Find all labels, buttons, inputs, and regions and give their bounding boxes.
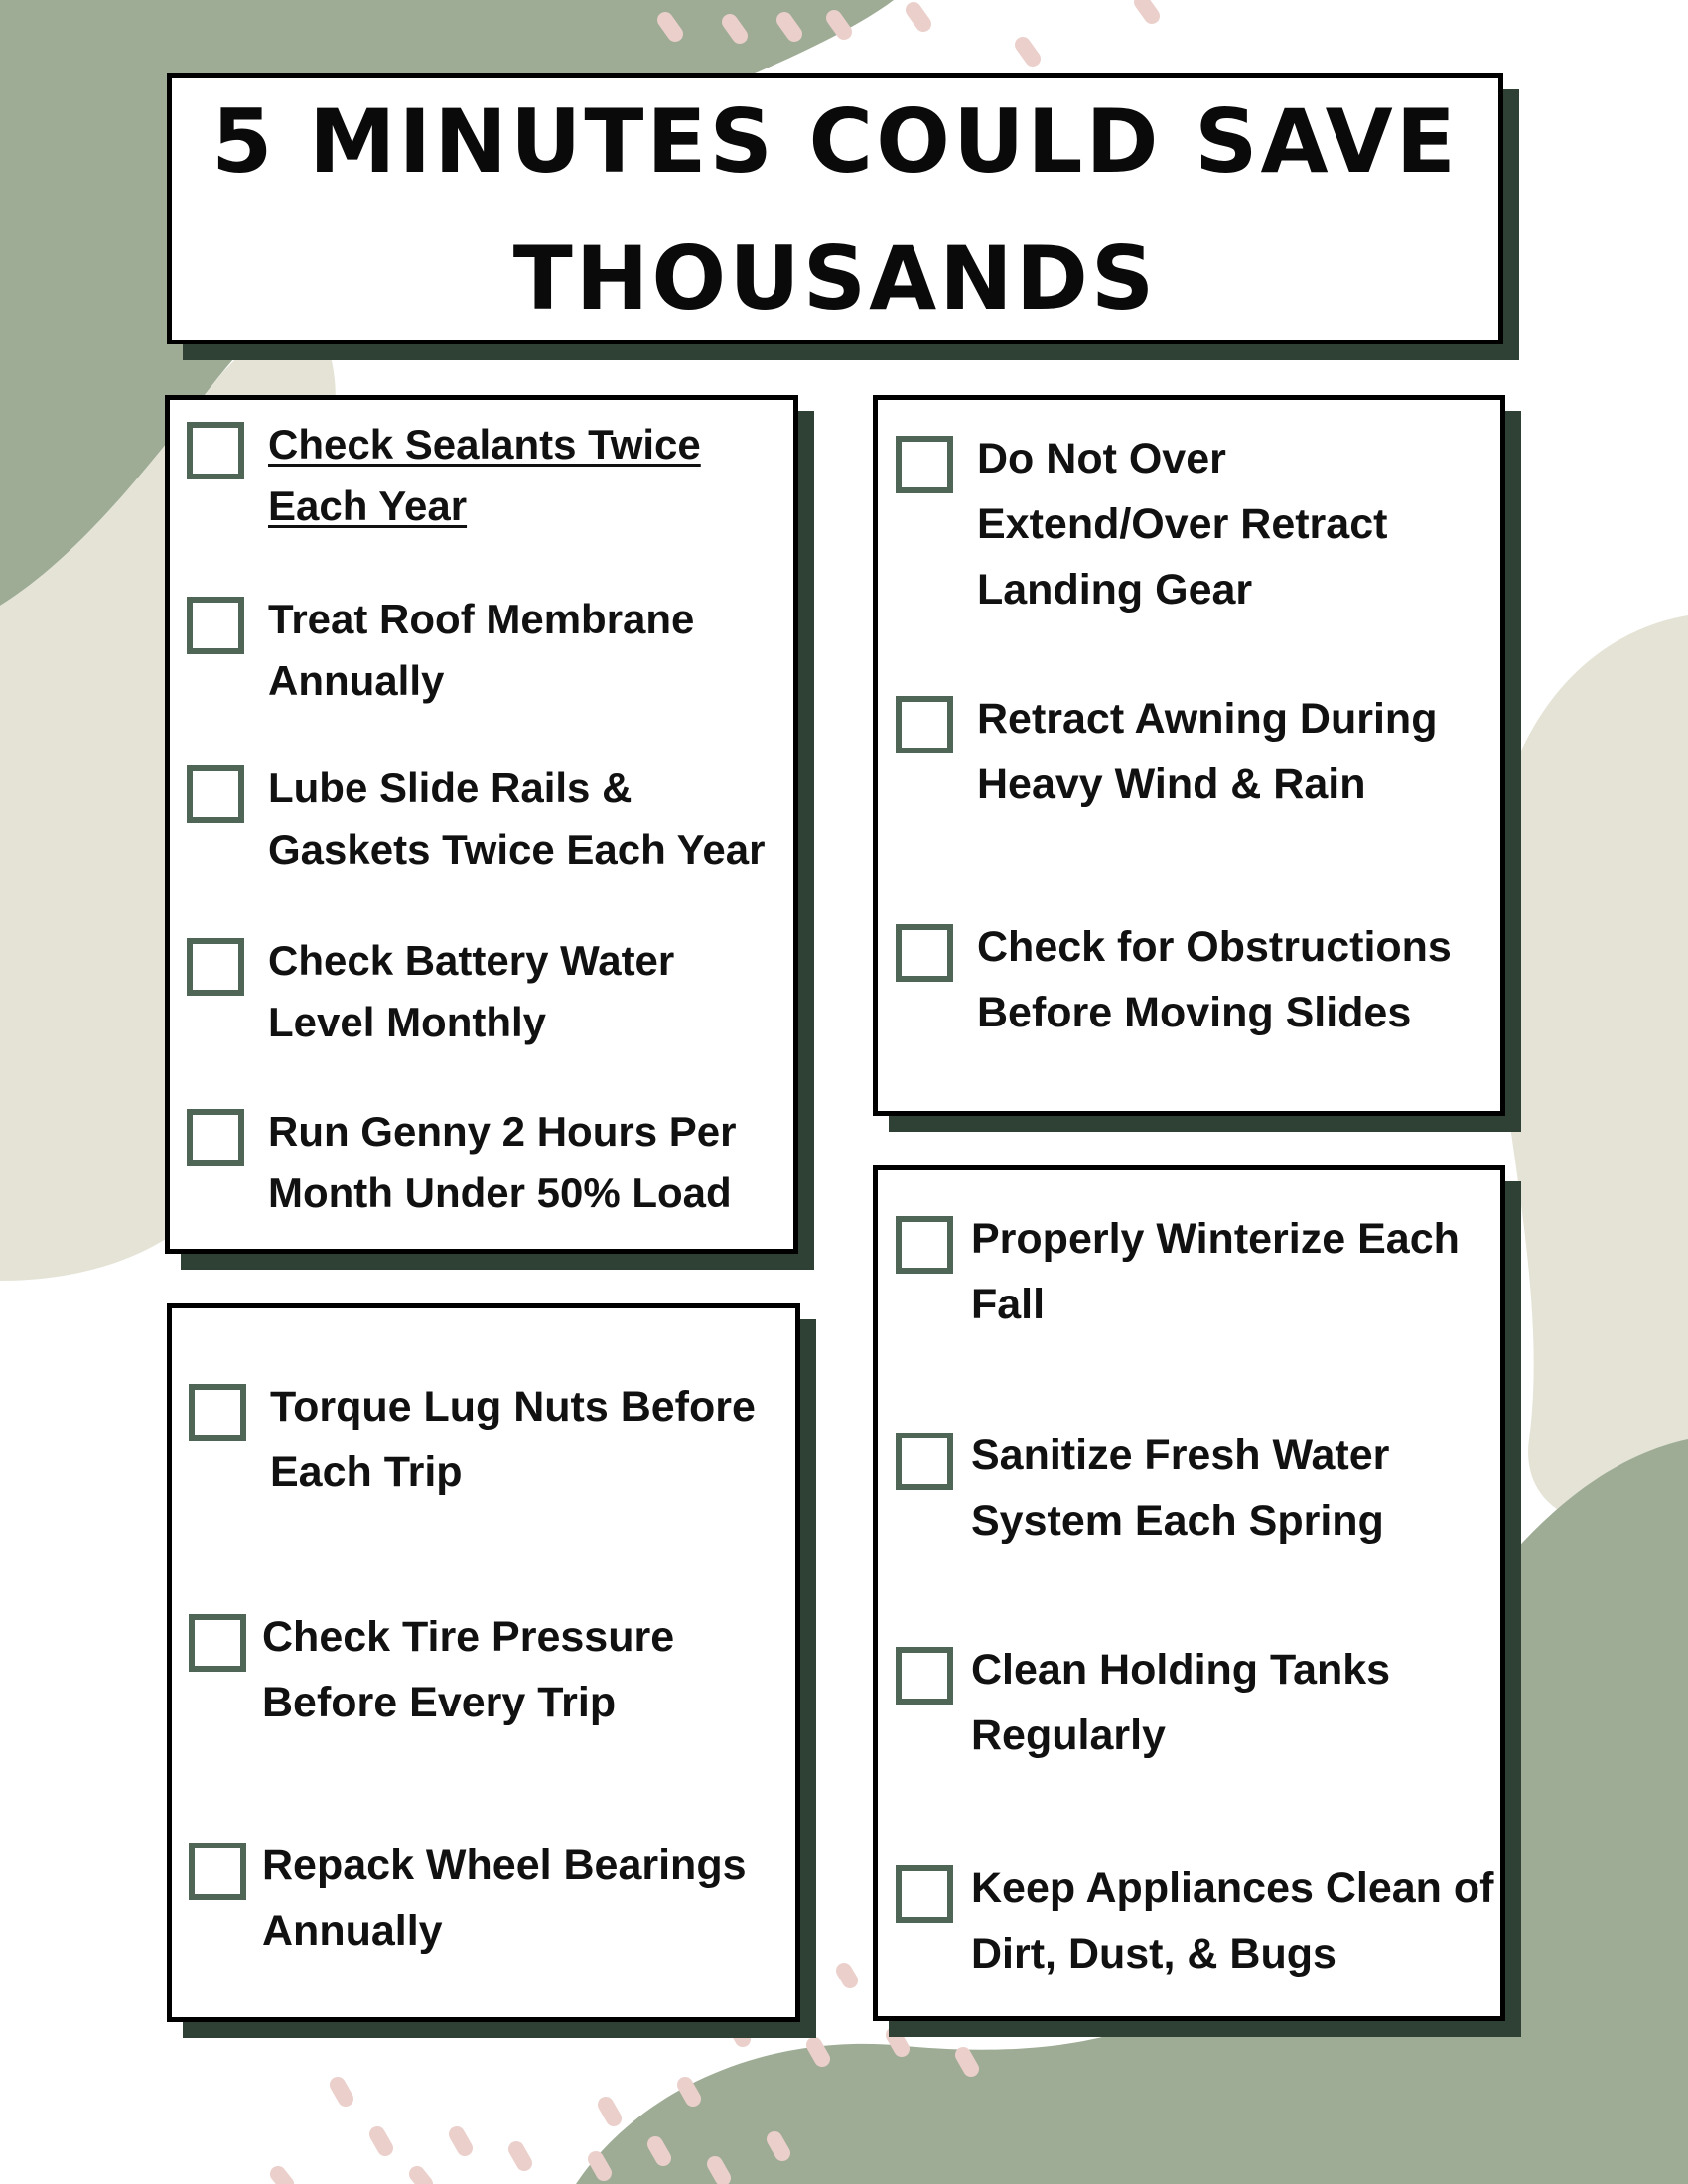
- checklist-item[interactable]: [187, 597, 787, 712]
- checklist-item[interactable]: [189, 1614, 784, 1735]
- checklist-item[interactable]: [187, 1109, 787, 1224]
- checkbox[interactable]: [187, 938, 244, 996]
- checklist-item-label: Lube Slide Rails & Gaskets Twice Each Year: [268, 764, 766, 873]
- checkbox[interactable]: [896, 1865, 953, 1923]
- checklist-item[interactable]: [896, 436, 1491, 622]
- checklist-item-label: Check Tire Pressure Before Every Trip: [262, 1613, 675, 1726]
- page-title-line-2: THOUSANDS: [512, 227, 1158, 330]
- checklist-item-label: Treat Roof Membrane Annually: [268, 596, 695, 704]
- checkbox[interactable]: [187, 1109, 244, 1166]
- checkbox[interactable]: [896, 436, 953, 493]
- checklist-item-label: Properly Winterize Each Fall: [971, 1215, 1460, 1328]
- checklist-item[interactable]: [896, 1216, 1496, 1337]
- checklist-item[interactable]: [187, 422, 787, 537]
- checklist-item-label: Check for Obstructions Before Moving Slides: [977, 923, 1452, 1036]
- checkbox[interactable]: [896, 1216, 953, 1274]
- checklist-item-label: Do Not Over Extend/Over Retract Landing Gear: [977, 435, 1388, 614]
- checkbox[interactable]: [189, 1614, 246, 1672]
- checklist-card-exterior: [165, 395, 798, 1254]
- checklist-item[interactable]: [896, 696, 1491, 817]
- checkbox[interactable]: [896, 696, 953, 753]
- checklist-item[interactable]: [187, 938, 787, 1053]
- page-title-line-1: 5 MINUTES COULD SAVE: [211, 90, 1459, 193]
- checklist-card-setup: [873, 395, 1505, 1116]
- checkbox[interactable]: [187, 422, 244, 479]
- checklist-item-label: Torque Lug Nuts Before Each Trip: [270, 1383, 756, 1496]
- checklist-item-label: Keep Appliances Clean of Dirt, Dust, & Bugs: [971, 1864, 1494, 1978]
- checklist-item[interactable]: [187, 765, 787, 881]
- checkbox[interactable]: [896, 1433, 953, 1490]
- checklist-item-label: Check Sealants Twice Each Year: [268, 421, 701, 529]
- checklist-item[interactable]: [896, 924, 1491, 1045]
- checklist-item-label: Repack Wheel Bearings Annually: [262, 1842, 747, 1955]
- title-card: [167, 73, 1503, 344]
- checklist-item-label: Sanitize Fresh Water System Each Spring: [971, 1432, 1390, 1545]
- checkbox[interactable]: [189, 1843, 246, 1900]
- checklist-item-label: Check Battery Water Level Monthly: [268, 937, 675, 1045]
- checklist-item-label: Clean Holding Tanks Regularly: [971, 1646, 1391, 1759]
- checkbox[interactable]: [896, 1647, 953, 1705]
- checkbox[interactable]: [187, 597, 244, 654]
- checkbox[interactable]: [896, 924, 953, 982]
- checklist-item-label: Run Genny 2 Hours Per Month Under 50% Load: [268, 1108, 737, 1216]
- checklist-item[interactable]: [896, 1865, 1496, 1986]
- checklist-item-label: Retract Awning During Heavy Wind & Rain: [977, 695, 1438, 808]
- checklist-card-systems: [873, 1165, 1505, 2021]
- checklist-card-tires: [167, 1303, 800, 2022]
- checklist-item[interactable]: [189, 1843, 784, 1964]
- checklist-item[interactable]: [896, 1433, 1496, 1554]
- checklist-item[interactable]: [896, 1647, 1496, 1768]
- checkbox[interactable]: [187, 765, 244, 823]
- checklist-item[interactable]: [189, 1384, 784, 1505]
- checkbox[interactable]: [189, 1384, 246, 1441]
